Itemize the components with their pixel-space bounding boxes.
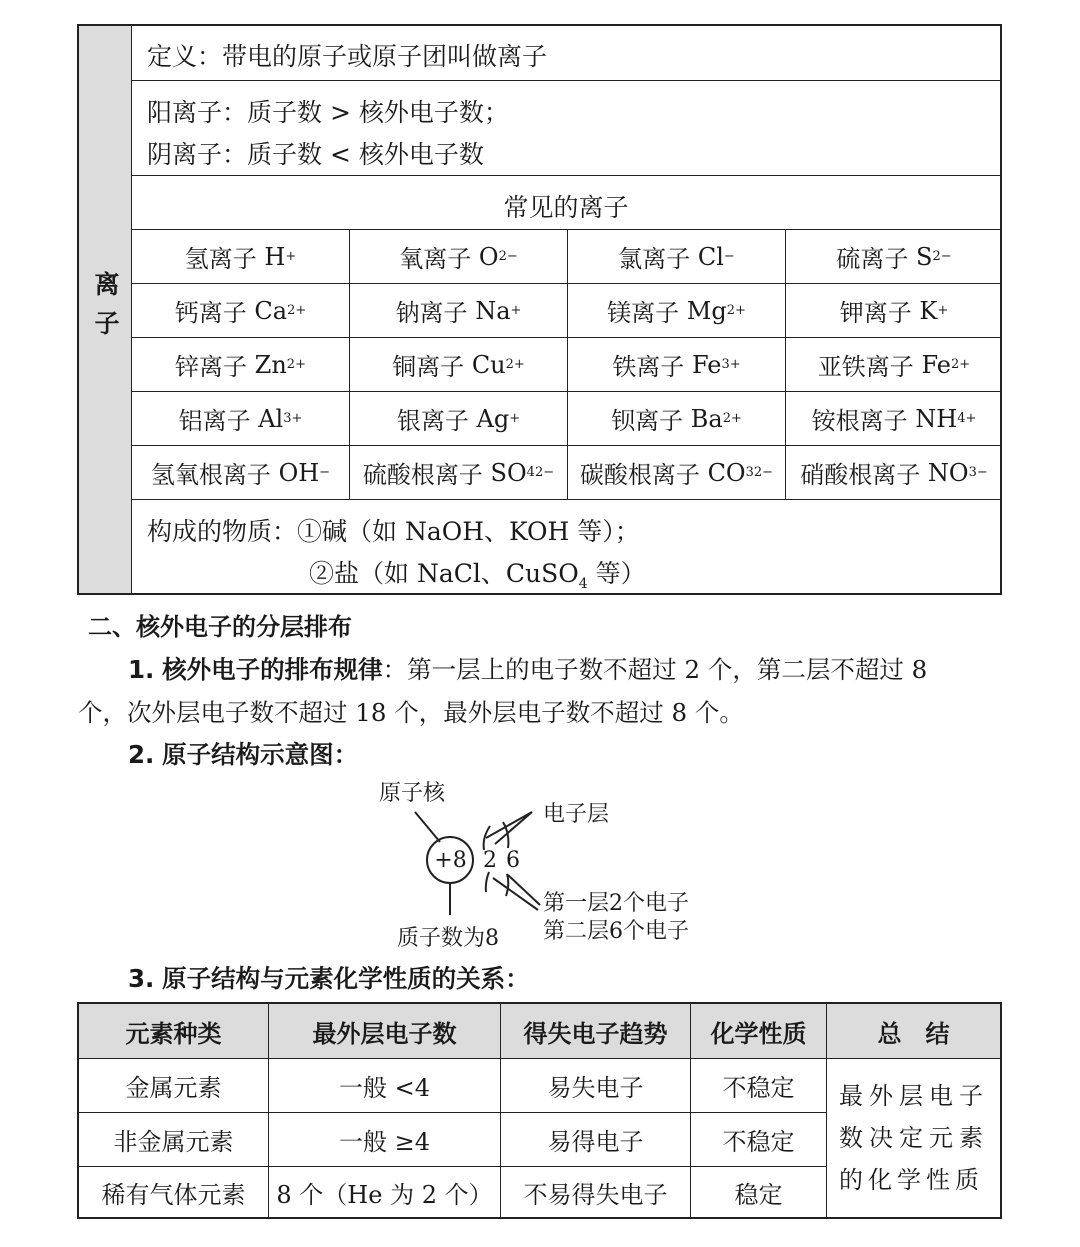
ion-charge: 3+ [283, 411, 303, 426]
ion-name: 铜离子 [392, 353, 465, 381]
ion-symbol: Ba [690, 404, 723, 433]
definition-text: 定义：带电的原子或原子团叫做离子 [147, 42, 548, 71]
shell-2-count: 6 [506, 848, 520, 873]
ion-charge: − [723, 249, 735, 264]
ion-name: 铝离子 [178, 407, 251, 435]
ion-charge: − [319, 465, 331, 480]
ion-name: 钡离子 [611, 407, 684, 435]
point-1-text-a: ：第一层上的电子数不超过 2 个，第二层不超过 8 [382, 655, 928, 684]
shell-1-count: 2 [483, 848, 497, 873]
ion-symbol: S [916, 242, 933, 271]
ion-charge: + [937, 303, 949, 318]
ion-charge: − [976, 465, 988, 480]
header-chemical-property: 化学性质 [691, 1004, 827, 1059]
ion-name: 氢氧根离子 [150, 461, 271, 489]
ion-symbol: NO [927, 458, 969, 487]
ion-subscript: 4 [957, 411, 966, 426]
ion-subscript: 4 [526, 465, 535, 480]
section-heading: 二、核外电子的分层排布 [88, 612, 352, 641]
header-summary: 总 结 [827, 1004, 1000, 1059]
shell-label: 电子层 [543, 802, 610, 827]
ion-charge: 2− [534, 465, 555, 480]
ion-name: 银离子 [396, 407, 469, 435]
nucleus-pointer-line [415, 812, 440, 842]
ion-symbol: K [919, 296, 938, 325]
ion-name: 锌离子 [175, 353, 248, 381]
ion-charge: 2− [932, 249, 952, 264]
row-metal-outer: 一般 <4 [269, 1059, 501, 1113]
header-gain-lose-tendency: 得失电子趋势 [501, 1004, 691, 1059]
ion-charge: + [510, 303, 522, 318]
ion-charge: 2+ [287, 303, 307, 318]
ion-charge: 2+ [286, 357, 306, 372]
ion-symbol: Ag [476, 404, 510, 433]
ion-symbol: CO [707, 458, 746, 487]
ion-symbol: Fe [691, 350, 722, 379]
substances-line-2-sub: 4 [578, 576, 588, 592]
ion-name: 亚铁离子 [817, 353, 914, 381]
row-noble-type: 稀有气体元素 [79, 1167, 269, 1217]
ion-charge: + [965, 411, 977, 426]
ion-name: 硝酸根离子 [800, 461, 921, 489]
substances-line-2-a: ②盐（如 NaCl、CuSO [309, 559, 579, 588]
ion-symbol: Al [258, 404, 284, 433]
point-2-title: 原子结构示意图： [162, 740, 359, 769]
row-nonmetal-outer: 一般 ≥4 [269, 1113, 501, 1167]
row-nonmetal-type: 非金属元素 [79, 1113, 269, 1167]
ion-symbol: Cu [471, 350, 506, 379]
point-2-num: 2. [128, 740, 155, 769]
ion-subscript: 3 [745, 465, 754, 480]
nucleus-label: 原子核 [379, 781, 446, 806]
relation-table [77, 1002, 1002, 1219]
ion-name: 氧离子 [399, 245, 472, 273]
ion-charge: 3+ [721, 357, 741, 372]
ion-name: 铁离子 [612, 353, 685, 381]
ion-name: 硫离子 [836, 245, 909, 273]
ion-name: 氢离子 [184, 245, 257, 273]
row-nonmetal-property: 不稳定 [691, 1113, 827, 1167]
shell-1-arc-bottom [486, 872, 489, 892]
ion-charge: 2+ [505, 357, 525, 372]
row-noble-outer: 8 个（He 为 2 个） [269, 1167, 501, 1217]
common-ions-header: 常见的离子 [503, 193, 629, 222]
ion-charge: 2− [753, 465, 774, 480]
point-3-title: 原子结构与元素化学性质的关系： [162, 964, 530, 993]
ion-name: 碳酸根离子 [579, 461, 700, 489]
ion-charge: 2+ [951, 357, 971, 372]
ion-symbol: SO [490, 458, 527, 487]
substances-line-2-b: 等） [587, 559, 646, 588]
ion-charge: 2− [498, 249, 518, 264]
ion-symbol: Mg [686, 296, 727, 325]
ion-name: 钙离子 [174, 299, 247, 327]
point-1-line-2: 个，次外层电子数不超过 18 个，最外层电子数不超过 8 个。 [78, 698, 744, 727]
row-metal-tendency: 易失电子 [501, 1059, 691, 1113]
layer-2-label: 第二层6个电子 [543, 919, 689, 944]
ion-symbol: Ca [254, 296, 288, 325]
ion-symbol: Na [475, 296, 511, 325]
row-metal-type: 金属元素 [79, 1059, 269, 1113]
ion-name: 氯离子 [618, 245, 691, 273]
summary-cell: 最外层电子数决定元素的化学性质 [839, 1082, 988, 1194]
ion-name: 铵根离子 [811, 407, 908, 435]
point-3-num: 3. [128, 964, 155, 993]
ion-charge: 2+ [722, 411, 742, 426]
ion-name: 硫酸根离子 [362, 461, 483, 489]
ion-symbol: H [264, 242, 286, 271]
row-metal-property: 不稳定 [691, 1059, 827, 1113]
shell-2-arc-bottom [506, 874, 508, 896]
header-element-type: 元素种类 [79, 1004, 269, 1059]
ion-symbol: Cl [697, 242, 724, 271]
ion-name: 镁离子 [607, 299, 680, 327]
ion-symbol: OH [278, 458, 320, 487]
header-outer-electrons: 最外层电子数 [269, 1004, 501, 1059]
nucleus-charge: +8 [434, 848, 467, 873]
point-1-title: 核外电子的排布规律 [162, 655, 383, 684]
ion-name: 钾离子 [839, 299, 912, 327]
ion-symbol: Fe [921, 350, 951, 379]
ion-symbol: Zn [254, 350, 287, 379]
ion-symbol: O [478, 242, 499, 271]
ion-charge: 2+ [726, 303, 746, 318]
ion-charge: + [509, 411, 521, 426]
proton-label: 质子数为8 [397, 926, 499, 951]
ion-charge: + [285, 249, 297, 264]
layer-1-label: 第一层2个电子 [543, 891, 689, 916]
ion-subscript: 3 [968, 465, 977, 480]
row-noble-tendency: 不易得失电子 [501, 1167, 691, 1217]
substances-line-1: 构成的物质：①碱（如 NaOH、KOH 等）； [147, 517, 640, 546]
point-3-heading [128, 960, 530, 995]
point-1-num: 1. [128, 655, 155, 684]
row-noble-property: 稳定 [691, 1167, 827, 1217]
anion-text: 阴离子：质子数 < 核外电子数 [147, 140, 484, 169]
row-nonmetal-tendency: 易得电子 [501, 1113, 691, 1167]
ion-name: 钠离子 [395, 299, 468, 327]
ion-side-text: 离子 [91, 270, 120, 349]
ion-symbol: NH [915, 404, 958, 433]
cation-text: 阳离子：质子数 > 核外电子数； [147, 98, 509, 127]
